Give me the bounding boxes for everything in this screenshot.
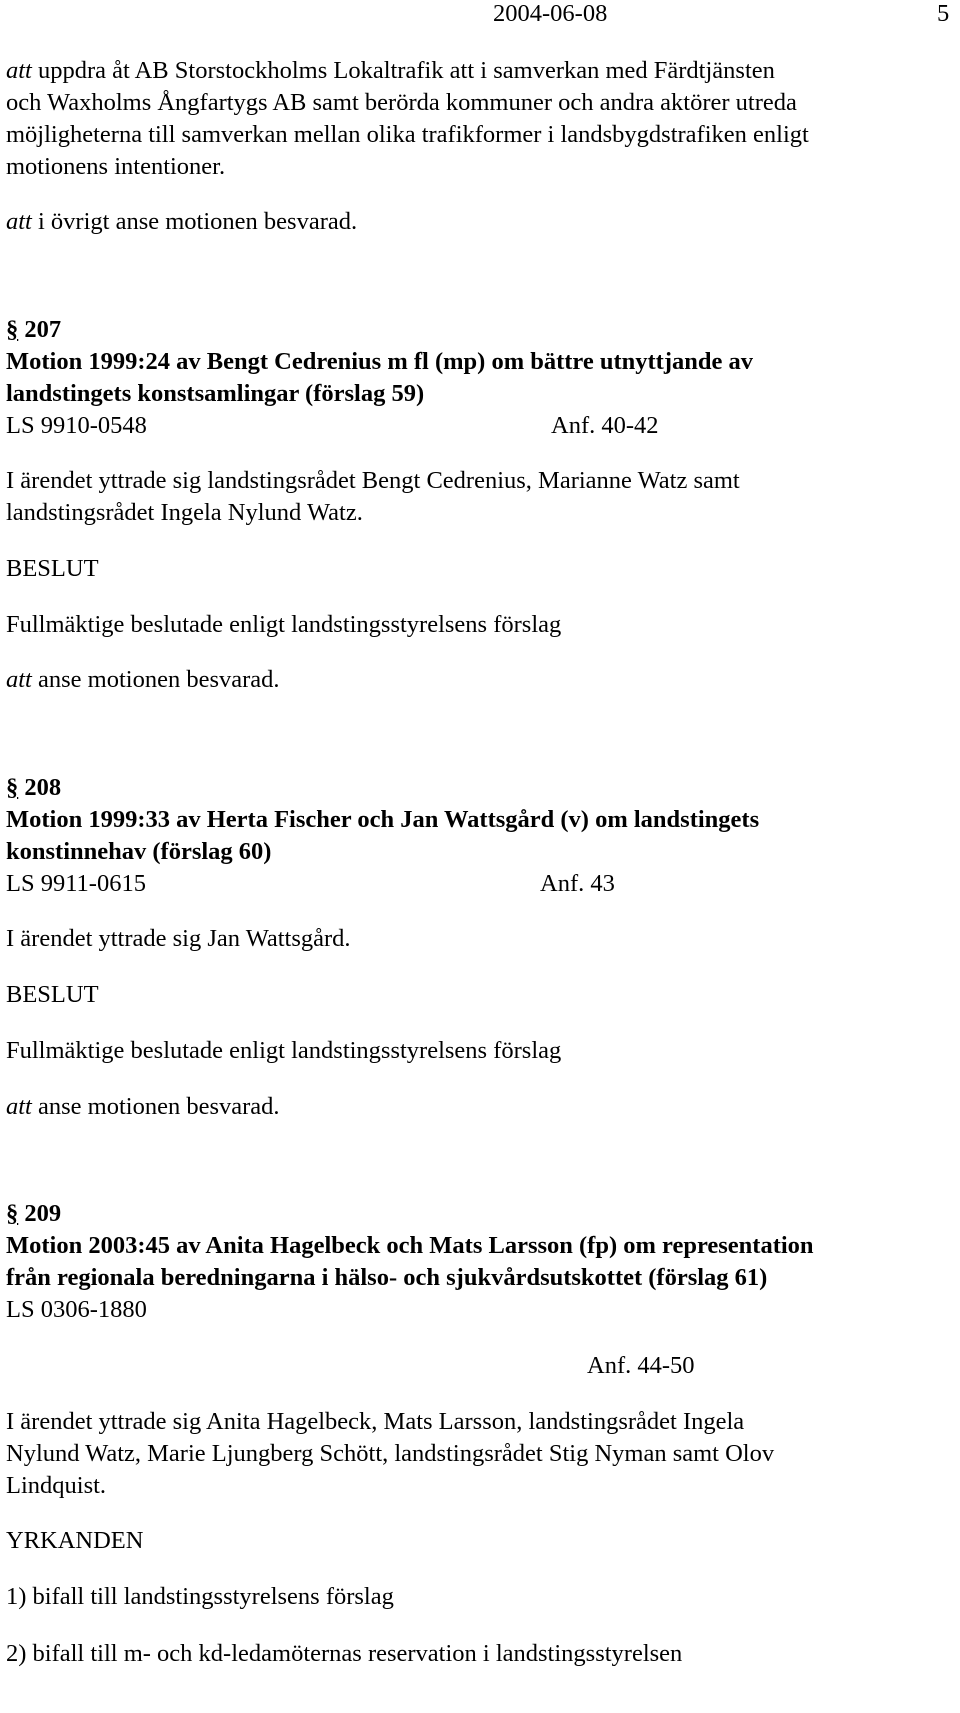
section-209-motion-2: 2) bifall till m- och kd-ledamöternas reservation i landstingsstyrelsen	[6, 1640, 683, 1667]
section-209-heading: § 209	[6, 1200, 62, 1227]
section-207-decision: Fullmäktige beslutade enligt landstingsstyrelsens förslag	[6, 611, 562, 638]
section-208-beslut: BESLUT	[6, 981, 99, 1008]
page-number: 5	[937, 0, 950, 27]
page-date: 2004-06-08	[493, 0, 608, 27]
section-209-debate-1: I ärendet yttrade sig Anita Hagelbeck, Mats Larsson, landstingsrådet Ingela	[6, 1408, 745, 1435]
intro-line-4: motionens intentioner.	[6, 153, 226, 180]
section-207-beslut: BESLUT	[6, 555, 99, 582]
section-208-att-line: att anse motionen besvarad.	[6, 1093, 280, 1120]
section-209-yrkanden: YRKANDEN	[6, 1527, 144, 1554]
section-209-motion-1: 1) bifall till landstingsstyrelsens förslag	[6, 1583, 394, 1610]
intro-line-3: möjligheterna till samverkan mellan olika trafikformer i landsbygdstrafiken enligt	[6, 121, 809, 148]
section-209-debate-2: Nylund Watz, Marie Ljungberg Schött, landstingsrådet Stig Nyman samt Olov	[6, 1440, 775, 1467]
section-208-heading: § 208	[6, 774, 62, 801]
section-209-title-1: Motion 2003:45 av Anita Hagelbeck och Mats Larsson (fp) om representation	[6, 1232, 814, 1259]
section-208-anf: Anf. 43	[540, 870, 615, 897]
intro-att-line: att i övrigt anse motionen besvarad.	[6, 208, 358, 235]
section-sign: §	[6, 774, 19, 801]
section-209-title-2: från regionala beredningarna i hälso- och sjukvårdsutskottet (förslag 61)	[6, 1264, 768, 1291]
section-208-title-1: Motion 1999:33 av Herta Fischer och Jan Wattsgård (v) om landstingets	[6, 806, 760, 833]
section-207-att-line: att anse motionen besvarad.	[6, 666, 280, 693]
section-sign: §	[6, 316, 19, 343]
section-207-heading: § 207	[6, 316, 62, 343]
intro-line-1: att uppdra åt AB Storstockholms Lokaltrafik att i samverkan med Färdtjänsten	[6, 57, 775, 84]
section-209-anf: Anf. 44-50	[587, 1352, 695, 1379]
section-207-title-2: landstingets konstsamlingar (förslag 59)	[6, 380, 425, 407]
section-207-debate-2: landstingsrådet Ingela Nylund Watz.	[6, 499, 363, 526]
section-207-title-1: Motion 1999:24 av Bengt Cedrenius m fl (mp) om bättre utnyttjande av	[6, 348, 753, 375]
section-207-debate-1: I ärendet yttrade sig landstingsrådet Bengt Cedrenius, Marianne Watz samt	[6, 467, 740, 494]
section-208-debate-1: I ärendet yttrade sig Jan Wattsgård.	[6, 925, 351, 952]
section-208-decision: Fullmäktige beslutade enligt landstingsstyrelsens förslag	[6, 1037, 562, 1064]
intro-line-2: och Waxholms Ångfartygs AB samt berörda kommuner och andra aktörer utreda	[6, 89, 797, 116]
section-208-ls: LS 9911-0615	[6, 870, 146, 897]
section-sign: §	[6, 1200, 19, 1227]
section-207-anf: Anf. 40-42	[551, 412, 659, 439]
section-209-debate-3: Lindquist.	[6, 1472, 107, 1499]
section-207-ls: LS 9910-0548	[6, 412, 147, 439]
section-209-ls: LS 0306-1880	[6, 1296, 147, 1323]
section-208-title-2: konstinnehav (förslag 60)	[6, 838, 272, 865]
